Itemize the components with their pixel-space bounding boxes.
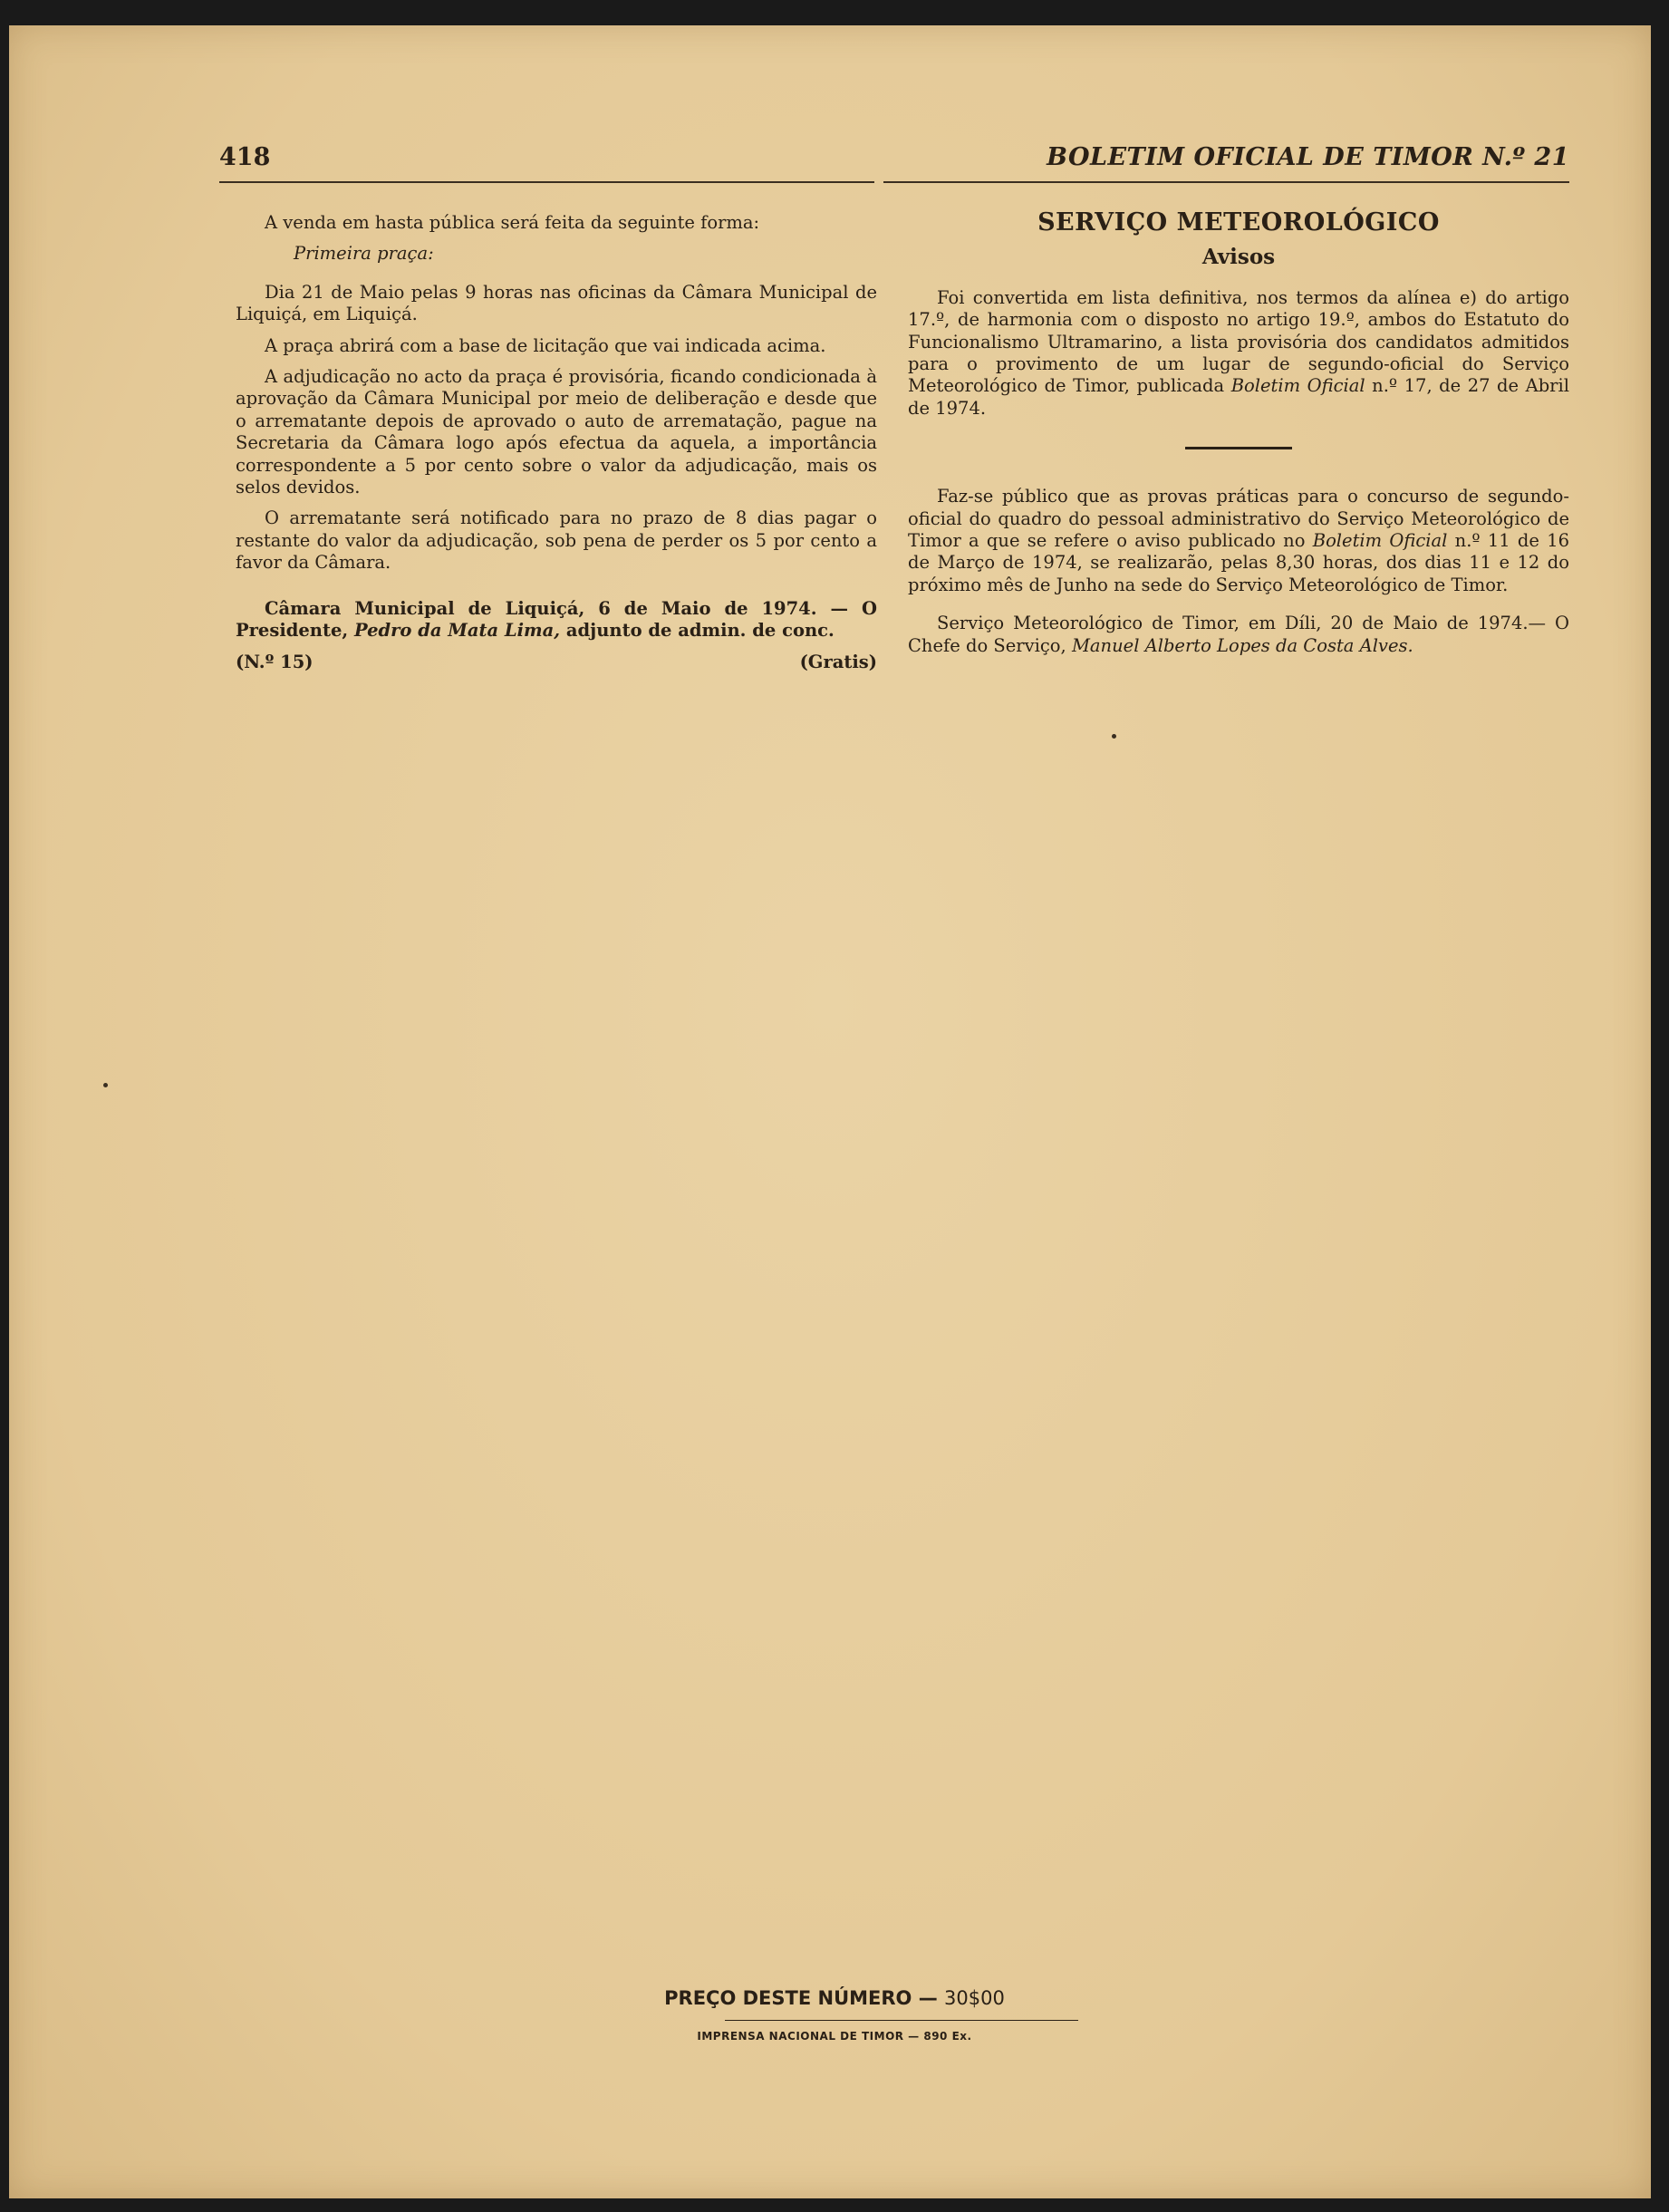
page-header [219,143,1569,183]
price-line [0,1987,1669,2009]
paragraph: O arrematante será notificado para no prazo de 8 dias pagar o restante do valor da adjudicação, sob pena de perder os 5 por cento a favor da Câmara. [236,507,877,574]
aviso-1-text-end: n.º 17, de 27 de Abril de 1974. [908,375,1569,419]
closing-text: Serviço Meteorológico de Timor, em Díli, 20 de Maio de 1974.— O Chefe do Serviço, [908,613,1569,656]
price-value: 30$00 [944,1987,1005,2009]
aviso-1 [908,287,1569,420]
paragraph: A adjudicação no acto da praça é provisória, ficando condicionada à aprovação da Câmara Municipal por meio de deliberação e desde que o arrematante depois de aprovado o auto de arrematação, pague na Secretaria da Câmara logo após efectua da aquela, a importância correspondente a 5 por cento sobre o valor da adjudicação, mais os selos devidos. [236,366,877,498]
signer-name: Pedro da Mata Lima, [353,620,561,642]
imprint: IMPRENSA NACIONAL DE TIMOR — 890 Ex. [697,2030,972,2043]
paragraph: A praça abrirá com a base de licitação que vai indicada acima. [265,334,826,356]
separator [1185,447,1292,449]
subheading: Primeira praça: [294,243,434,265]
price-label: PREÇO DESTE NÚMERO — [664,1987,945,2009]
intro-text: A venda em hasta pública será feita da seguinte forma: [265,212,760,233]
running-title: BOLETIM OFICIAL DE TIMOR N.º 21 [1047,143,1569,171]
right-column [908,208,1570,666]
stray-mark [103,1083,108,1087]
price-rule [725,2020,1078,2021]
left-column [236,212,877,673]
aviso-2-text: Faz-se público que as provas práticas para o concurso de segundo-oficial do quadro do pessoal administrativo do Serviço Meteorológico de Timor a que se refere o aviso publicado no [908,486,1569,552]
aviso-1-text: Foi convertida em lista definitiva, nos termos da alínea e) do artigo 17.º, de harmonia com o disposto no artigo 19.º, ambos do Estatuto do Funcionalismo Ultramarino, a lista provisória dos candidatos admitidos para o provimento de um lugar de segundo-oficial do Serviço Meteorológico de Timor, publicada [908,286,1569,397]
stray-mark [1112,734,1116,739]
signature-line [236,598,877,642]
signature-prefix: Câmara Municipal de Liquiçá, 6 de Maio de 1974. — O Presidente, [236,597,877,642]
publication-name: Boletim Oficial [1312,530,1448,552]
gratis-label: (Gratis) [799,651,877,672]
closing-signer: Manuel Alberto Lopes da Costa Alves. [1071,634,1413,656]
section-subtitle: Avisos [1201,245,1276,270]
notice-footer [236,652,877,673]
aviso-2-text-end: n.º 11 de 16 de Março de 1974, se realizarão, pelas 8,30 horas, dos dias 11 e 12 do próximo mês de Junho na sede do Serviço Meteorológico de Timor. [908,530,1570,595]
reference-number: (N.º 15) [236,651,314,672]
header-rule-right [883,181,1569,183]
publication-name: Boletim Oficial [1230,375,1365,397]
aviso-2 [908,486,1569,596]
signature-suffix: adjunto de admin. de conc. [560,620,834,642]
section-title: SERVIÇO METEOROLÓGICO [1037,208,1440,237]
closing [908,613,1569,657]
paragraph: Dia 21 de Maio pelas 9 horas nas oficinas da Câmara Municipal de Liquiçá, em Liquiçá. [236,281,877,325]
header-rule-left [219,181,874,183]
page-number: 418 [219,143,271,171]
